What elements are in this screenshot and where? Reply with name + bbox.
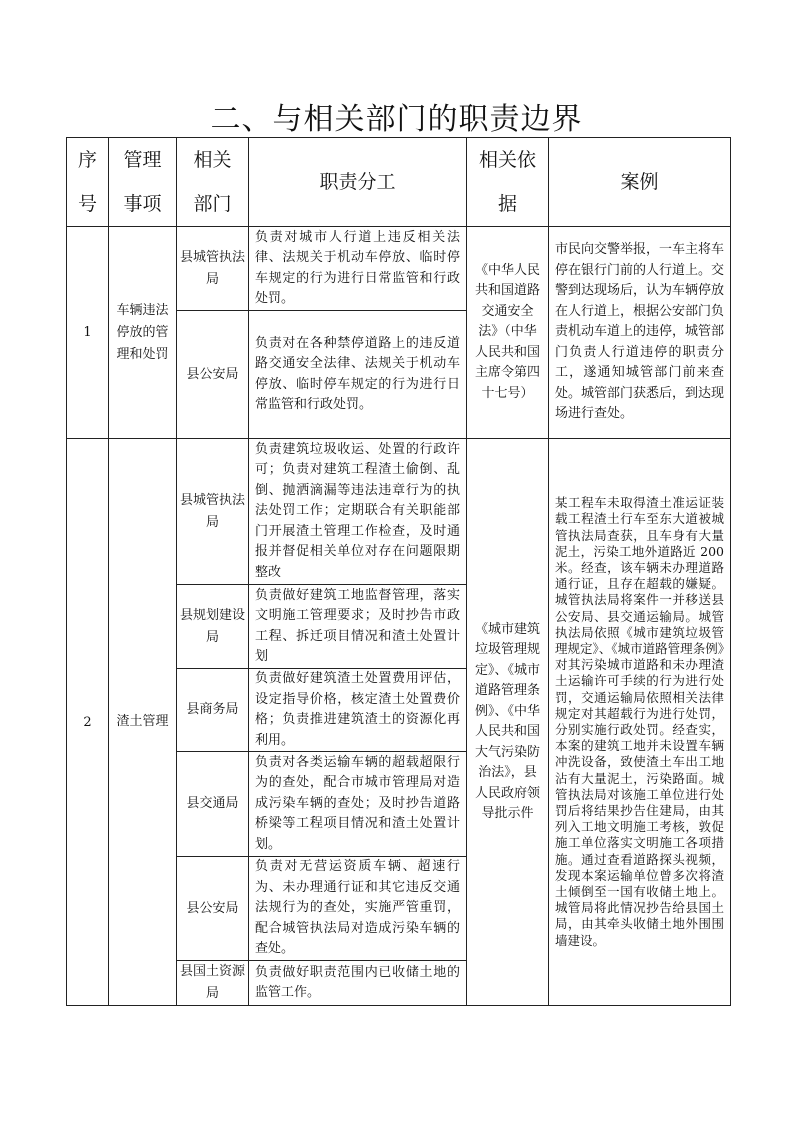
header-basis (467, 138, 549, 227)
row-item: 车辆违法停放的管理和处罚 (109, 227, 177, 439)
row-division: 负责对城市人行道上违反相关法律、法规关于机动车停放、临时停车规定的行为进行日常监管和行政处罚。 (249, 227, 467, 311)
row-case: 市民向交警举报，一车主将车停在银行门前的人行道上。交警到达现场后，认为车辆停放在人行道上，根据公安部门负责机动车道上的违停，城管部门负责人行道违停的职责分工，遂通知城管部门前来查处。城管部门获悉后，到达现场进行查处。 (549, 227, 731, 439)
row-division: 负责对在各种禁停道路上的违反道路交通安全法律、法规关于机动车停放、临时停车规定的行为进行日常监管和行政处罚。 (249, 311, 467, 439)
responsibility-table (66, 137, 731, 1006)
header-basis-line-2: 据 (497, 193, 517, 215)
row-division: 负责对各类运输车辆的超载超限行为的查处，配合市城市管理局对造成污染车辆的查处；及时抄告道路桥梁等工程项目情况和渣土处置计划。 (249, 752, 467, 857)
row-item: 渣土管理 (109, 439, 177, 1006)
header-item (109, 138, 177, 227)
page-title: 二、与相关部门的职责边界 (210, 102, 583, 137)
header-dept-line-2: 部门 (193, 193, 232, 215)
header-division: 职责分工 (249, 138, 467, 227)
row-dept: 县公安局 (177, 311, 249, 439)
table-row (67, 227, 731, 311)
row-basis: 《中华人民共和国道路交通安全法》（中华人民共和国主席令第四十七号） (467, 227, 549, 439)
header-item-line-2: 事项 (123, 193, 162, 215)
row-dept: 县规划建设局 (177, 585, 249, 669)
row-division: 负责做好职责范围内已收储土地的监管工作。 (249, 961, 467, 1006)
header-case: 案例 (549, 138, 731, 227)
row-dept: 县城管执法局 (177, 439, 249, 585)
row-dept: 县交通局 (177, 752, 249, 857)
row-division: 负责对无营运资质车辆、超速行为、未办理通行证和其它违反交通法规行为的查处，实施严管重罚，配合城管执法局对造成污染车辆的查处。 (249, 857, 467, 961)
row-dept: 县商务局 (177, 669, 249, 752)
header-seq (67, 138, 109, 227)
header-dept-line-1: 相关 (193, 149, 232, 171)
header-seq-line-1: 序 (77, 149, 97, 171)
row-dept: 县城管执法局 (177, 227, 249, 311)
row-basis: 《城市建筑垃圾管理规定》、《城市道路管理条例》、《中华人民共和国大气污染防治法》，县人民政府领导批示件 (467, 439, 549, 1006)
row-case: 某工程车未取得渣土准运证装载工程渣土行车至东大道被城管执法局查获，且车身有大量泥土，污染工地外道路近 200 米。经查，该车辆未办理道路通行证，且存在超载的嫌疑。城管执法局将案件一并移送县公安局、县交通运输局。城管执法局依照《城市建筑垃圾管理规定》、《城市道路管理条例》对其污染城市道路和未办理渣土运输许可手续的行为进行处罚，交通运输局依照相关法律规定对其超载行为进行处罚，分别实施行政处罚。经查实，本案的建筑工地并未设置车辆冲洗设备，致使渣土车出工地沾有大量泥土，污染路面。城管执法局对该施工单位进行处罚后将结果抄告住建局，由其列入工地文明施工考核，敦促施工单位落实文明施工各项措施。通过查看道路探头视频，发现本案运输单位曾多次将渣土倾倒至一国有收储土地上。城管局将此情况抄告给县国土局，由其牵头收储土地外围围墙建设。 (549, 439, 731, 1006)
row-division: 负责做好建筑工地监督管理，落实文明施工管理要求；及时抄告市政工程、拆迁项目情况和渣土处置计划 (249, 585, 467, 669)
header-row (67, 138, 731, 227)
header-item-line-1: 管理 (123, 149, 162, 171)
header-seq-line-2: 号 (77, 193, 97, 215)
row-seq: 2 (67, 439, 109, 1006)
row-division: 负责做好建筑渣土处置费用评估，设定指导价格，核定渣土处置费价格；负责推进建筑渣土的资源化再利用。 (249, 669, 467, 752)
row-seq: 1 (67, 227, 109, 439)
table-row (67, 439, 731, 585)
row-division: 负责建筑垃圾收运、处置的行政许可；负责对建筑工程渣土偷倒、乱倒、抛洒滴漏等违法违章行为的执法处罚工作；定期联合有关职能部门开展渣土管理工作检查，及时通报并督促相关单位对存在问题限期整改 (249, 439, 467, 585)
row-dept: 县公安局 (177, 857, 249, 961)
header-basis-line-1: 相关依 (478, 149, 536, 171)
header-dept (177, 138, 249, 227)
row-dept: 县国土资源局 (177, 961, 249, 1006)
